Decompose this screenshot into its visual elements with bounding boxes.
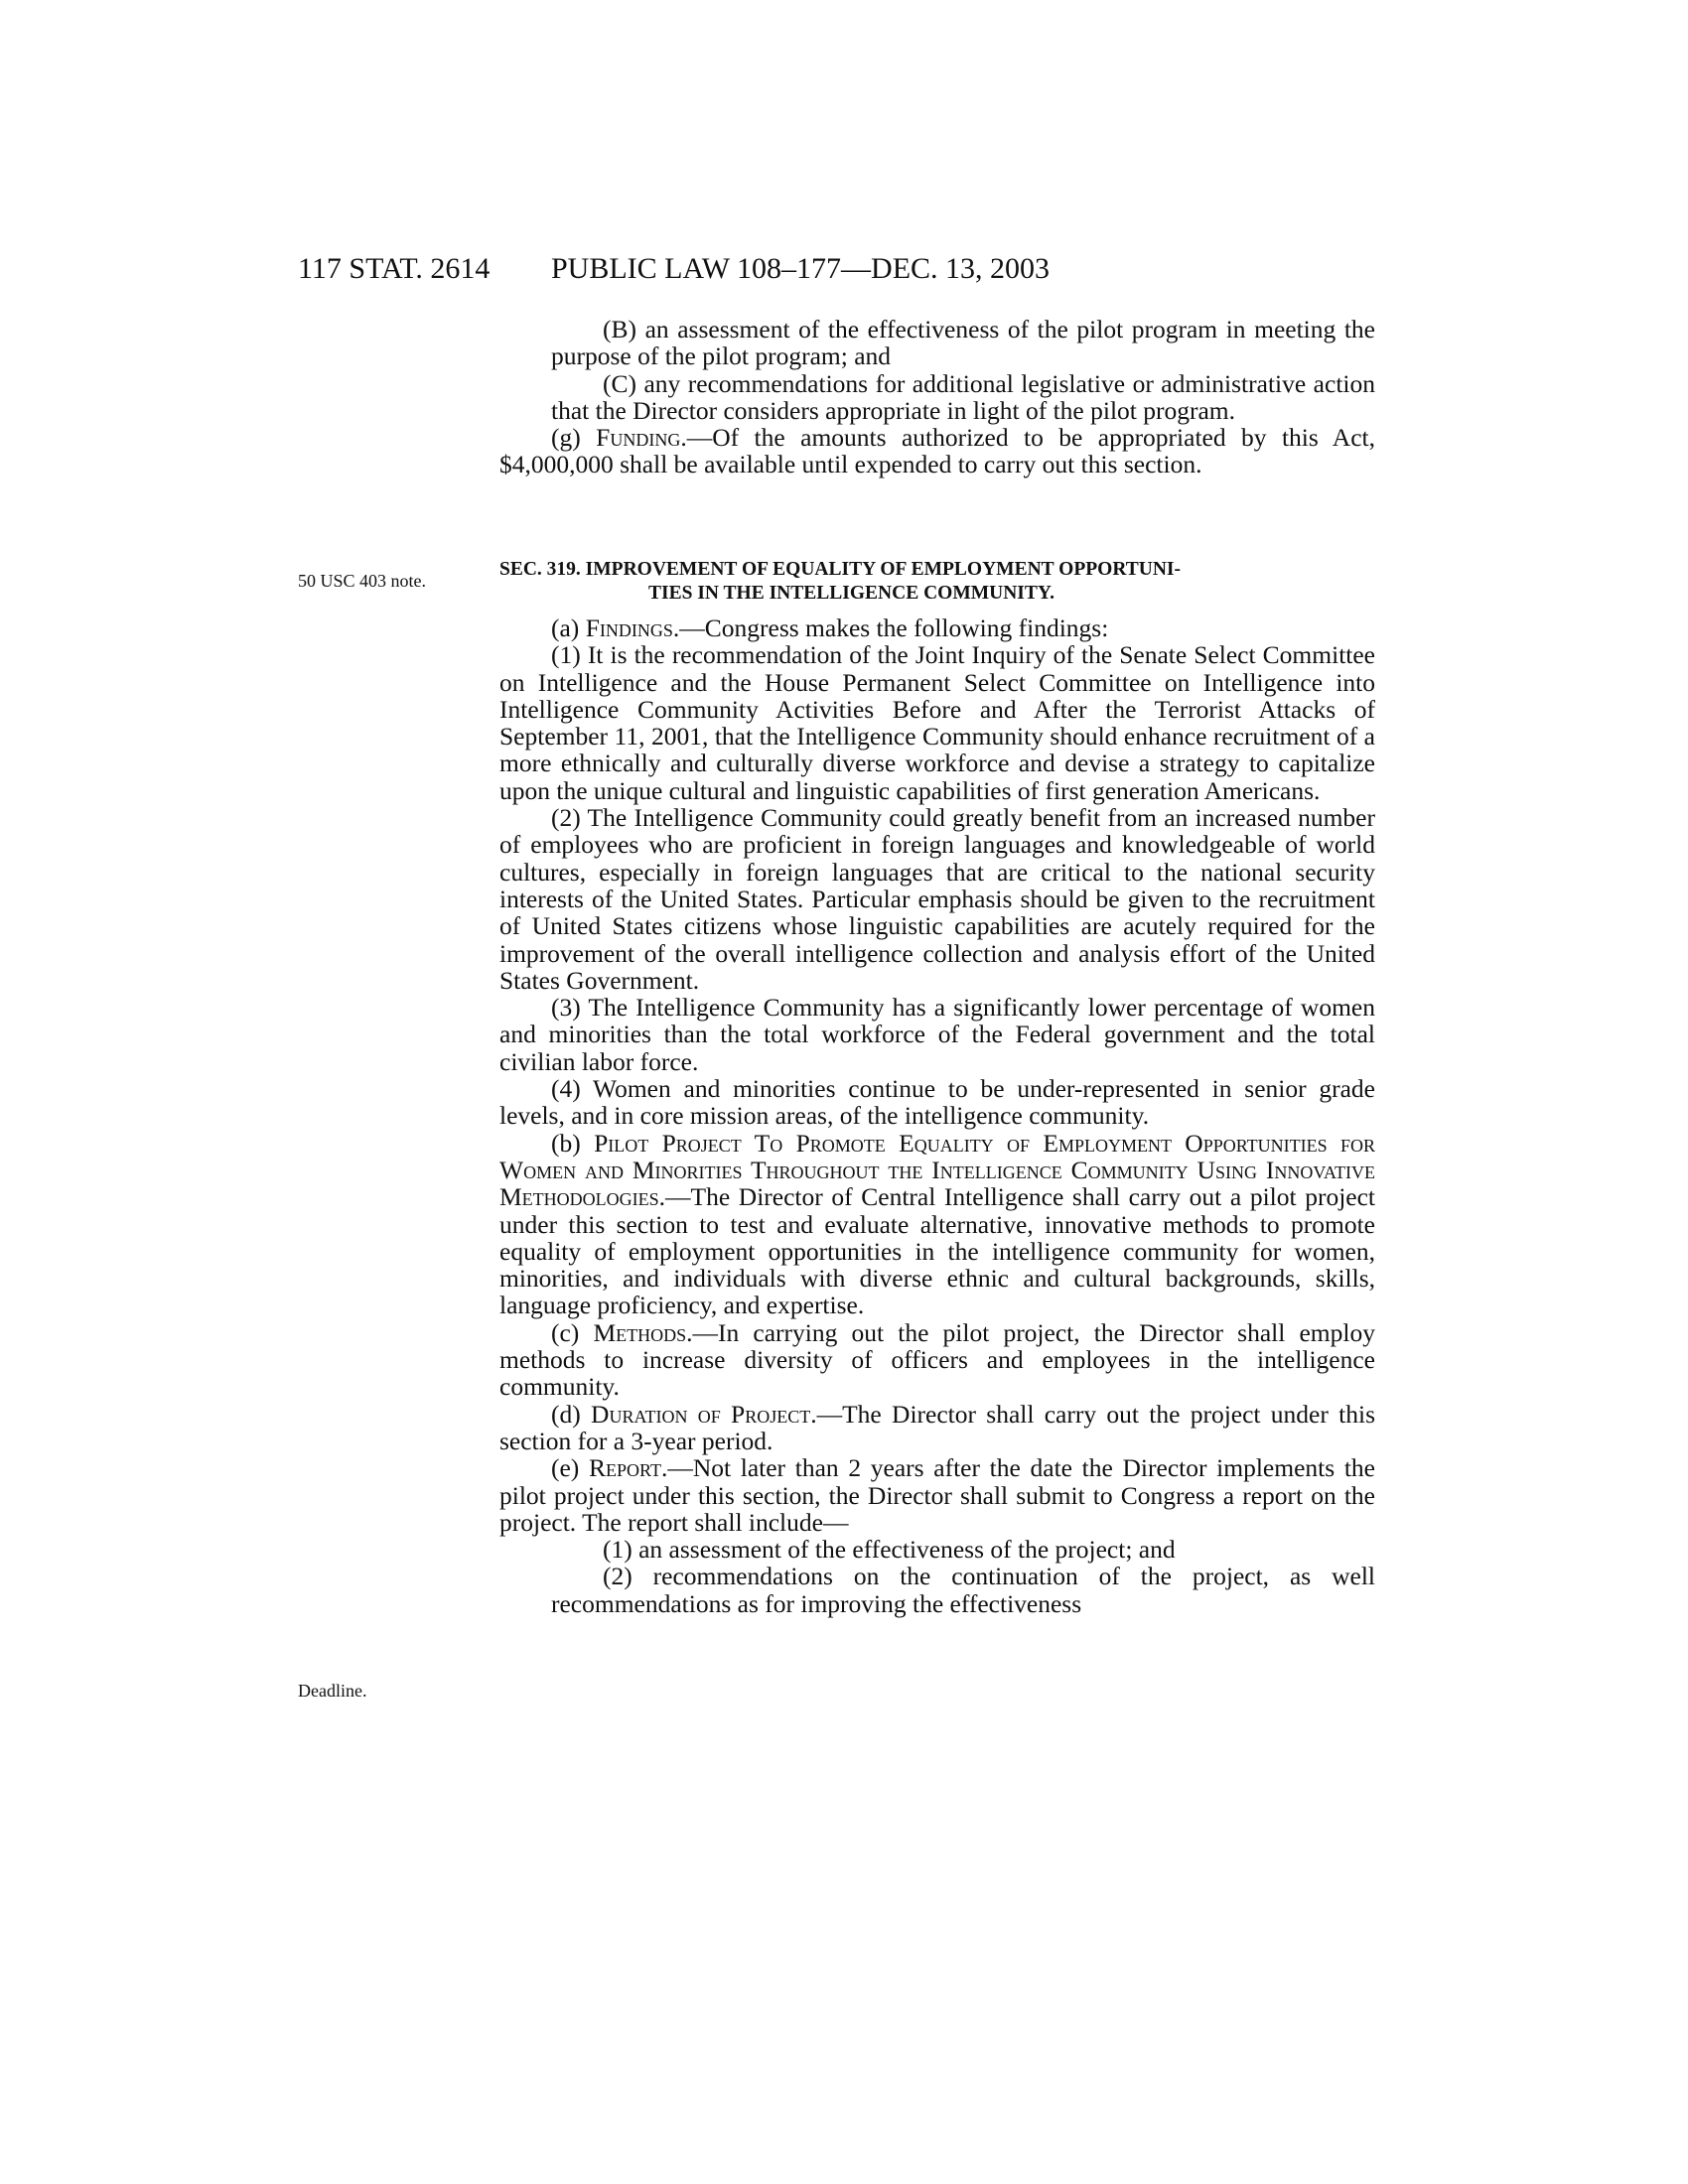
paragraph-b: (B) an assessment of the effectiveness of the pilot program in meeting the purpose of the pilot program; and — [551, 315, 1375, 371]
subsection-b — [499, 1130, 1375, 1319]
subsection-d-heading: Duration of Project — [591, 1399, 811, 1429]
report-item-2: (2) recommendations on the continuation of the project, as well recommendations as for improving the effectiveness — [551, 1562, 1375, 1618]
paragraph-g — [499, 424, 1375, 478]
subsection-e — [499, 1454, 1375, 1536]
continued-text-block — [499, 316, 1375, 478]
subsection-b-text: .—The Director of Central Intelligence shall carry out a pilot project under this section to test and evaluate alternative, innovative methods to promote equality of employment opportunities in the intelligence community for women, minorities, and individuals with diverse ethnic and cultural backgrounds, skills, language proficiency, and expertise. — [499, 1182, 1375, 1320]
paragraph-g-label: (g) — [551, 423, 597, 453]
report-item-1: (1) an assessment of the effectiveness of the project; and — [603, 1535, 1176, 1565]
subsection-d — [499, 1401, 1375, 1455]
subsection-a — [499, 614, 1375, 641]
subsection-a-heading: Findings — [585, 614, 673, 642]
subsection-b-heading: Pilot Project To Promote Equality of Employment Opportunities for Women and Minorities Throughout the Intelligence Community Using Innovative Methodologies — [499, 1128, 1376, 1212]
section-heading — [499, 558, 1375, 606]
subsection-e-heading: Report — [589, 1453, 661, 1483]
margin-note-usc: 50 USC 403 note. — [298, 571, 427, 591]
section-body — [499, 614, 1375, 1617]
subsection-a-text: .—Congress makes the following findings: — [672, 614, 1109, 642]
section-heading-line2: TIES IN THE INTELLIGENCE COMMUNITY. — [648, 583, 1055, 604]
margin-note-deadline: Deadline. — [298, 1681, 367, 1701]
subsection-e-label: (e) — [551, 1453, 589, 1483]
section-heading-line1: SEC. 319. IMPROVEMENT OF EQUALITY OF EMPLOYMENT OPPORTUNI- — [499, 559, 1181, 580]
subsection-a-label: (a) — [551, 614, 586, 642]
subsection-b-label: (b) — [551, 1128, 595, 1158]
statute-page-number: 117 STAT. 2614 — [298, 252, 491, 285]
subsection-e-text: .—Not later than 2 years after the date the Director implements the pilot project under this section, the Director shall submit to Congress a report on the project. The report shall include— — [499, 1453, 1375, 1537]
finding-3: (3) The Intelligence Community has a significantly lower percentage of women and minorities than the total workforce of the Federal government and the total civilian labor force. — [499, 993, 1375, 1076]
subsection-c-heading: Methods — [593, 1317, 687, 1347]
paragraph-g-text: .—Of the amounts authorized to be appropriated by this Act, $4,000,000 shall be available until expended to carry out this section. — [499, 423, 1376, 479]
finding-4: (4) Women and minorities continue to be under-represented in senior grade levels, and in core mission areas, of the intelligence community. — [499, 1074, 1375, 1131]
running-header-title: PUBLIC LAW 108–177—DEC. 13, 2003 — [551, 252, 1051, 285]
subsection-d-label: (d) — [551, 1399, 592, 1429]
subsection-d-text: .—The Director shall carry out the project under this section for a 3-year period. — [499, 1399, 1376, 1455]
subsection-c-label: (c) — [551, 1317, 594, 1347]
paragraph-g-heading: Funding — [596, 423, 681, 453]
subsection-c-text: .—In carrying out the pilot project, the Director shall employ methods to increase diversity of officers and employees in the intelligence community. — [499, 1317, 1375, 1402]
finding-1: (1) It is the recommendation of the Joint Inquiry of the Senate Select Committee on Intelligence and the House Permanent Select Committee on Intelligence into Intelligence Community Activities Before and After the Terrorist Attacks of September 11, 2001, that the Intelligence Community should enhance recruitment of a more ethnically and culturally diverse workforce and devise a strategy to capitalize upon the unique cultural and linguistic capabilities of first generation Americans. — [499, 640, 1375, 805]
paragraph-c: (C) any recommendations for additional legislative or administrative action that the Director considers appropriate in light of the pilot program. — [551, 368, 1375, 425]
finding-2: (2) The Intelligence Community could greatly benefit from an increased number of employees who are proficient in foreign languages and knowledgeable of world cultures, especially in foreign languages that are critical to the national security interests of the United States. Particular emphasis should be given to the recruitment of United States citizens whose linguistic capabilities are acutely required for the improvement of the overall intelligence collection and analysis effort of the United States Government. — [499, 803, 1375, 995]
subsection-c — [499, 1319, 1375, 1401]
